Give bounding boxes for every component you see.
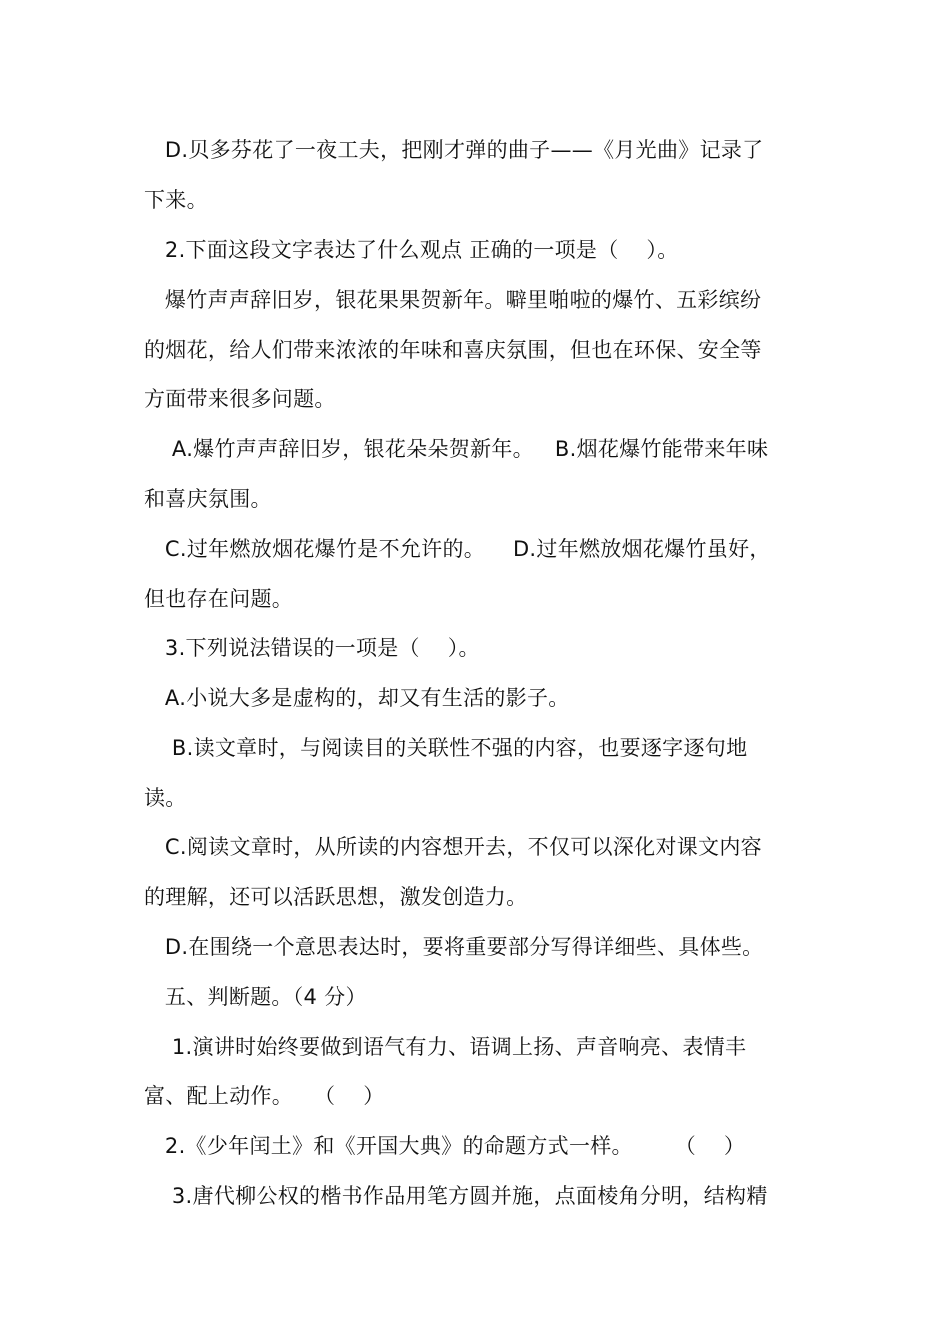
options-cd-line-2: 但也存在问题。 (144, 587, 294, 611)
q3-option-a: A.小说大多是虚构的，却又有生活的影子。 (144, 686, 570, 710)
q3-option-c-line-1: C.阅读文章时，从所读的内容想开去，不仅可以深化对课文内容 (144, 835, 762, 859)
passage-line-3: 方面带来很多问题。 (144, 387, 336, 411)
judge-1-line-1: 1.演讲时始终要做到语气有力、语调上扬、声音响亮、表情丰 (144, 1035, 747, 1059)
q3-option-d: D.在围绕一个意思表达时，要将重要部分写得详细些、具体些。 (144, 935, 764, 959)
judge-1-line-2: 富、配上动作。 （ ） (144, 1084, 385, 1108)
q3-option-b-line-2: 读。 (144, 786, 187, 810)
judge-2: 2.《少年闰土》和《开国大典》的命题方式一样。 （ ） (144, 1134, 746, 1158)
passage-line-2: 的烟花，给人们带来浓浓的年味和喜庆氛围，但也在环保、安全等 (144, 338, 762, 362)
options-ab-line-1: A.爆竹声声辞旧岁，银花朵朵贺新年。 B.烟花爆竹能带来年味 (144, 437, 769, 461)
judge-3-line-1: 3.唐代柳公权的楷书作品用笔方圆并施，点面棱角分明，结构精 (144, 1184, 768, 1208)
question-3-stem: 3.下列说法错误的一项是（ ）。 (144, 636, 480, 660)
option-d-line-2: 下来。 (144, 188, 208, 212)
q3-option-c-line-2: 的理解，还可以活跃思想，激发创造力。 (144, 885, 528, 909)
q3-option-b-line-1: B.读文章时，与阅读目的关联性不强的内容，也要逐字逐句地 (144, 736, 748, 760)
question-2-stem: 2.下面这段文字表达了什么观点 正确的一项是（ ）。 (144, 238, 679, 262)
option-d-line-1: D.贝多芬花了一夜工夫，把刚才弹的曲子——《月光曲》记录了 (144, 138, 764, 162)
section-5-heading: 五、判断题。（4 分） (144, 985, 367, 1009)
options-ab-line-2: 和喜庆氛围。 (144, 487, 272, 511)
options-cd-line-1: C.过年燃放烟花爆竹是不允许的。 D.过年燃放烟花爆竹虽好， (144, 537, 771, 561)
passage-line-1: 爆竹声声辞旧岁，银花果果贺新年。噼里啪啦的爆竹、五彩缤纷 (144, 288, 762, 312)
